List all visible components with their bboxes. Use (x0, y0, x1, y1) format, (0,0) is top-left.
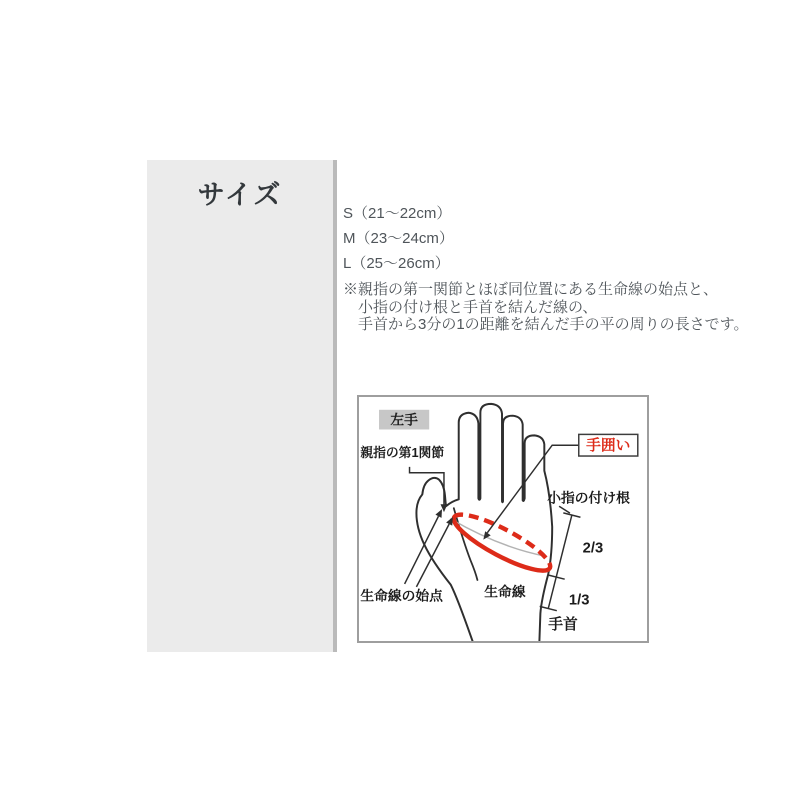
hand-outline-drawing (416, 404, 552, 641)
lifeline-start-label: 生命線の始点 (360, 588, 443, 604)
size-option-l: L（25～26cm） (343, 255, 450, 272)
left-hand-label: 左手 (390, 412, 418, 428)
circumference-leader-line (487, 445, 579, 533)
measurement-note-line-2: 小指の付け根と手首を結んだ線の、 (358, 298, 598, 316)
lifeline-start-leader-1 (405, 516, 439, 584)
pinky-base-label: 小指の付け根 (547, 490, 630, 506)
palm-crease-line (451, 519, 546, 556)
size-content (343, 206, 749, 334)
pinky-base-leader-line (559, 506, 570, 513)
measurement-note (343, 281, 749, 334)
circumference-label: 手囲い (586, 438, 631, 455)
lifeline-label: 生命線 (484, 584, 526, 600)
hand-diagram-svg (359, 397, 647, 641)
thumb-joint-leader-line (410, 467, 444, 505)
measurement-note-line-3: 手首から3分の1の距離を結んだ手の平の周りの長さです。 (358, 316, 749, 333)
measurement-note-line-1: ※親指の第一関節とほぼ同位置にある生命線の始点と、 (343, 281, 719, 298)
thumb-joint-label: 親指の第1関節 (360, 445, 445, 461)
one-third-label: 1/3 (568, 592, 590, 609)
size-option-m: M（23～24cm） (343, 230, 454, 247)
size-option-s: S（21～22cm） (343, 205, 452, 222)
wrist-label: 手首 (548, 617, 578, 634)
two-thirds-label: 2/3 (582, 540, 604, 557)
size-header-cell (147, 160, 337, 652)
hand-measurement-diagram (357, 395, 649, 643)
size-section-title: サイズ (197, 180, 283, 210)
